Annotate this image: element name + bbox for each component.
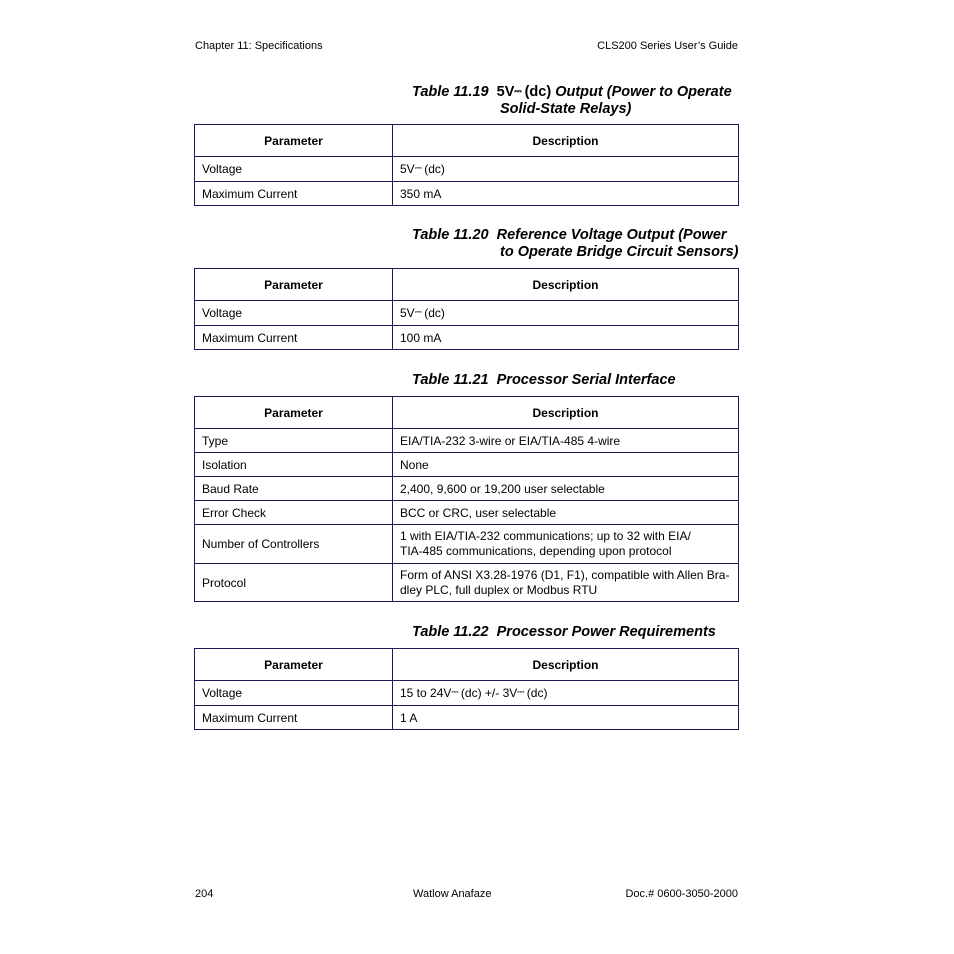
- cell-description: EIA/TIA-232 3-wire or EIA/TIA-485 4-wire: [393, 429, 739, 453]
- spec-table-11-19: [194, 124, 739, 206]
- dc-symbol-icon: ⎓: [414, 163, 421, 173]
- column-header-parameter: Parameter: [195, 125, 393, 157]
- cell-description: 1 A: [393, 706, 739, 730]
- table-number: Table 11.21: [412, 372, 489, 388]
- table-row: [195, 429, 739, 453]
- cell-description: 1 with EIA/TIA-232 communications; up to 32 with EIA/ TIA-485 communications, depending upon protocol: [393, 525, 739, 564]
- caption-text: 5V⎓ (dc) Output (Power to Operate: [496, 84, 732, 100]
- column-header-parameter: Parameter: [195, 649, 393, 681]
- footer-company: Watlow Anafaze: [413, 888, 492, 900]
- cell-parameter: Baud Rate: [195, 477, 393, 501]
- running-header-title: CLS200 Series User’s Guide: [597, 40, 738, 52]
- table-row: [195, 501, 739, 525]
- table-row: [195, 525, 739, 564]
- footer-doc-number: Doc.# 0600-3050-2000: [625, 888, 738, 900]
- table-caption-11-22: [412, 624, 716, 641]
- dc-symbol-icon: ⎓: [451, 687, 458, 697]
- cell-parameter: Number of Controllers: [195, 525, 393, 564]
- table-row: [195, 326, 739, 350]
- table-row: [195, 453, 739, 477]
- caption-line-2: to Operate Bridge Circuit Sensors): [500, 244, 739, 260]
- table-caption-11-19: [412, 83, 732, 118]
- caption-text: Reference Voltage Output (Power: [496, 227, 727, 243]
- cell-parameter: Voltage: [195, 681, 393, 706]
- column-header-description: Description: [393, 397, 739, 429]
- table-row: [195, 157, 739, 182]
- running-header-chapter: Chapter 11: Specifications: [195, 40, 323, 52]
- spec-table-11-22: [194, 648, 739, 730]
- cell-description: 2,400, 9,600 or 19,200 user selectable: [393, 477, 739, 501]
- column-header-description: Description: [393, 649, 739, 681]
- cell-parameter: Maximum Current: [195, 326, 393, 350]
- cell-parameter: Type: [195, 429, 393, 453]
- table-header-row: [195, 125, 739, 157]
- cell-parameter: Error Check: [195, 501, 393, 525]
- cell-description: 5V⎓ (dc): [393, 301, 739, 326]
- cell-description: 350 mA: [393, 182, 739, 206]
- table-header-row: [195, 269, 739, 301]
- spec-table-11-20: [194, 268, 739, 350]
- caption-text: Processor Power Requirements: [496, 624, 716, 640]
- column-header-description: Description: [393, 269, 739, 301]
- table-number: Table 11.22: [412, 624, 489, 640]
- table-caption-11-21: [412, 372, 676, 389]
- cell-parameter: Isolation: [195, 453, 393, 477]
- cell-description: 100 mA: [393, 326, 739, 350]
- column-header-parameter: Parameter: [195, 397, 393, 429]
- table-number: Table 11.19: [412, 84, 489, 100]
- page-number: 204: [195, 888, 214, 900]
- table-number: Table 11.20: [412, 227, 489, 243]
- cell-parameter: Maximum Current: [195, 706, 393, 730]
- table-row: [195, 681, 739, 706]
- cell-parameter: Protocol: [195, 564, 393, 602]
- table-header-row: [195, 397, 739, 429]
- dc-symbol-icon: ⎓: [517, 687, 524, 697]
- table-caption-11-20: [412, 227, 739, 261]
- cell-parameter: Voltage: [195, 301, 393, 326]
- table-row: [195, 301, 739, 326]
- caption-line-2: Solid-State Relays): [500, 101, 632, 117]
- table-row: [195, 706, 739, 730]
- cell-description: Form of ANSI X3.28-1976 (D1, F1), compatible with Allen Bra- dley PLC, full duplex or Modbus RTU: [393, 564, 739, 602]
- column-header-description: Description: [393, 125, 739, 157]
- table-row: [195, 564, 739, 602]
- caption-text: Processor Serial Interface: [496, 372, 676, 388]
- cell-description: None: [393, 453, 739, 477]
- cell-description: 5V⎓ (dc): [393, 157, 739, 182]
- table-header-row: [195, 649, 739, 681]
- dc-symbol-icon: ⎓: [414, 307, 421, 317]
- cell-parameter: Voltage: [195, 157, 393, 182]
- column-header-parameter: Parameter: [195, 269, 393, 301]
- spec-table-11-21: [194, 396, 739, 602]
- dc-symbol-icon: ⎓: [514, 86, 521, 96]
- table-row: [195, 182, 739, 206]
- table-row: [195, 477, 739, 501]
- cell-description: 15 to 24V⎓ (dc) +/- 3V⎓ (dc): [393, 681, 739, 706]
- cell-parameter: Maximum Current: [195, 182, 393, 206]
- cell-description: BCC or CRC, user selectable: [393, 501, 739, 525]
